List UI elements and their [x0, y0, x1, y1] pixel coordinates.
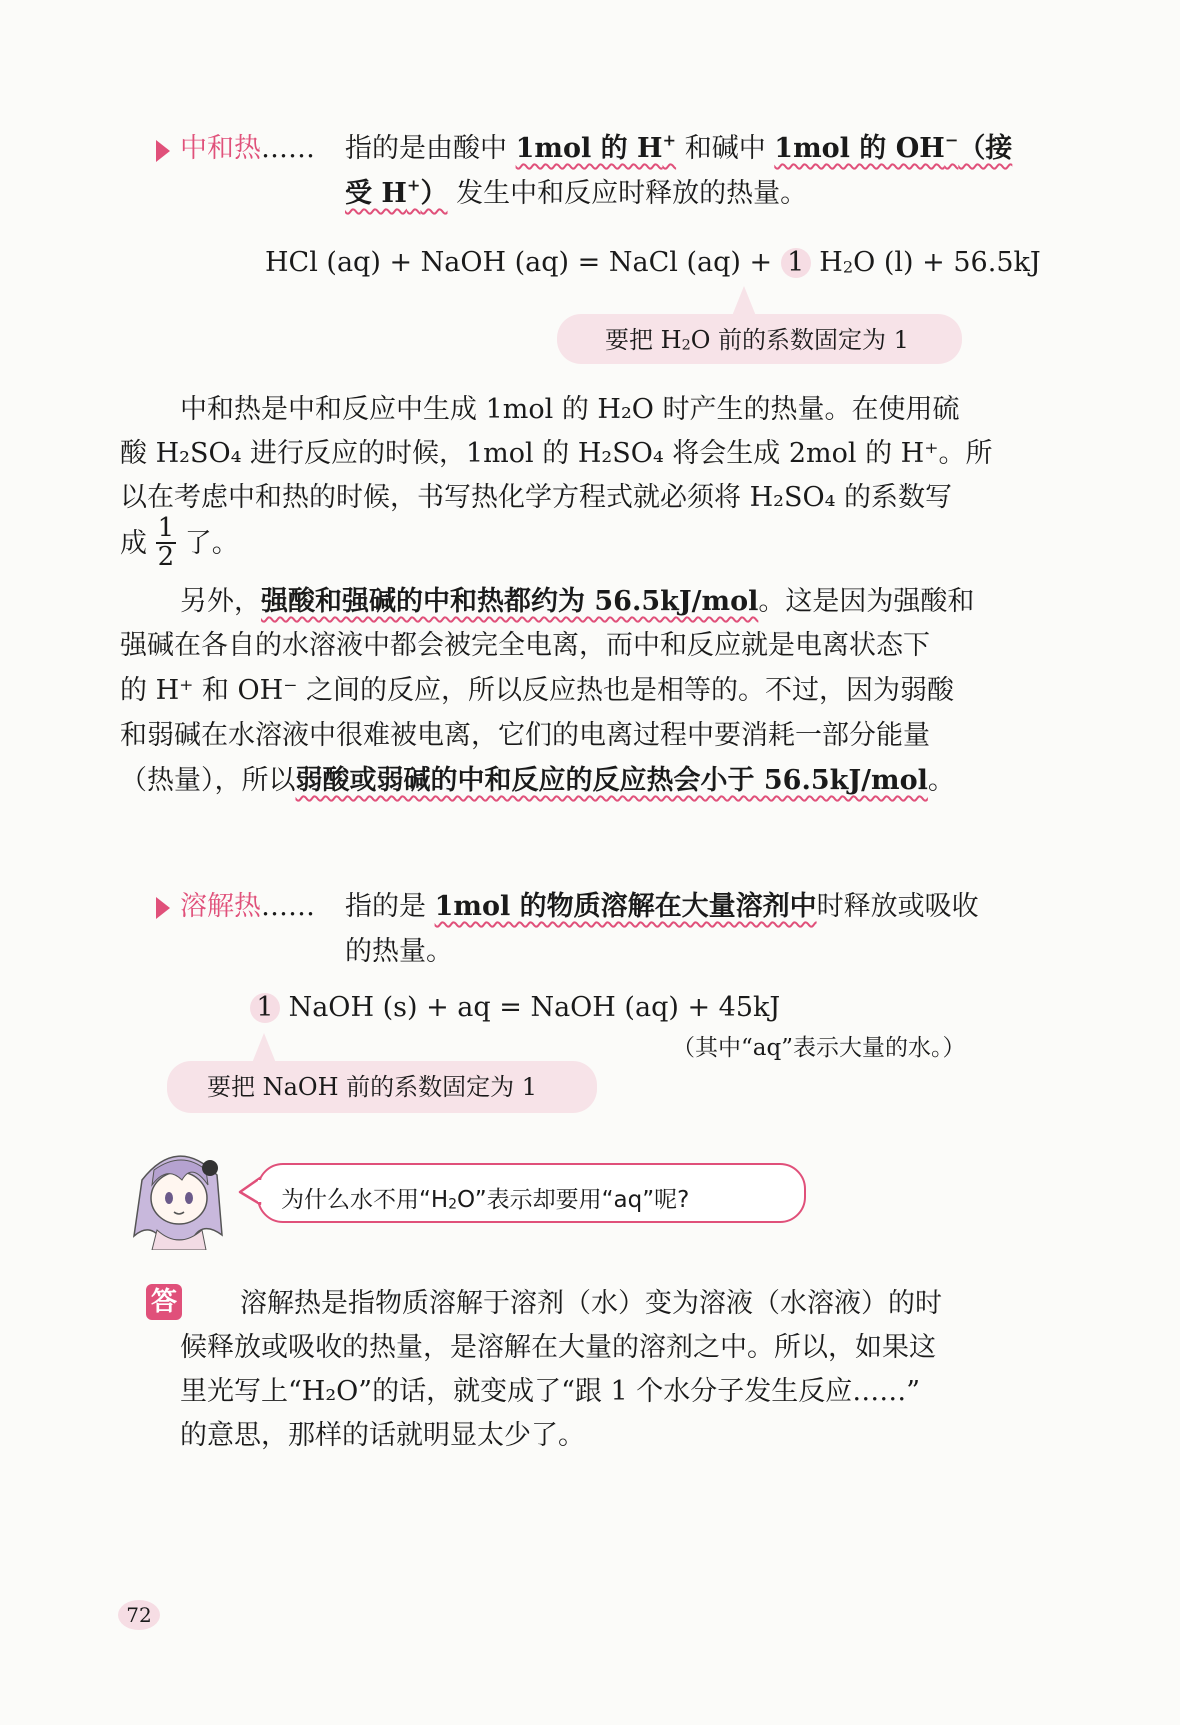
strong-acid-base-emphasis: 强酸和强碱的中和热都约为 56.5kJ/mol: [261, 586, 759, 617]
coefficient-note-2: 要把 NaOH 前的系数固定为 1: [167, 1061, 597, 1113]
triangle-right-icon: [156, 140, 170, 162]
character-illustration: [122, 1140, 232, 1250]
coefficient-note-1: 要把 $H_2O$ 前的系数固定为 1: [557, 314, 962, 364]
section1-def-line1: 指的是由酸中 1mol 的 H+ 和碱中 1mol 的 OH−（接: [345, 130, 1013, 164]
answer-line4: 的意思，那样的话就明显太少了。: [180, 1420, 585, 1451]
para1-line3: 以在考虑中和热的时候，书写热化学方程式就必须将 H₂SO₄ 的系数写: [120, 482, 952, 513]
section2-term: 溶解热: [180, 891, 261, 922]
dissolution-equation: 1 NaOH (s) + aq = NaOH (aq) + 45kJ: [250, 993, 780, 1023]
note-pointer: [244, 1033, 284, 1063]
neutralization-equation: HCl (aq) + NaOH (aq) = NaCl (aq) + 1 $H_2O$ (l) + 56.5kJ: [265, 247, 1041, 278]
para2-line5: （热量），所以弱酸或弱碱的中和反应的反应热会小于 56.5kJ/mol。: [120, 765, 955, 796]
para2-line1: 另外，强酸和强碱的中和热都约为 56.5kJ/mol。这是因为强酸和: [180, 586, 975, 617]
para1-line4: 成 $\frac{1}{2}$ 了。: [120, 513, 239, 573]
para1-line2: 酸 H₂SO₄ 进行反应的时候，1mol 的 H₂SO₄ 将会生成 2mol 的 H⁺。所: [120, 438, 993, 469]
one-half-fraction: $\frac{1}{2}$: [157, 513, 175, 573]
triangle-right-icon: [156, 897, 170, 919]
section1-dots: ……: [261, 133, 315, 164]
bubble-tail: [238, 1176, 262, 1206]
section2-term-line: [180, 893, 315, 920]
answer-line1: 溶解热是指物质溶解于溶剂（水）变为溶液（水溶液）的时: [240, 1288, 942, 1319]
section2-def-line2: 的热量。: [345, 936, 453, 967]
question-text: 为什么水不用“$H_2O$”表示却要用“aq”呢?: [281, 1187, 690, 1213]
h-plus-emphasis: 1mol 的 H+: [515, 130, 677, 164]
answer-badge: 答: [146, 1284, 182, 1320]
answer-line3: 里光写上“H₂O”的话，就变成了“跟 1 个水分子发生反应……”: [180, 1376, 921, 1407]
weak-acid-base-emphasis: 弱酸或弱碱的中和反应的反应热会小于 56.5kJ/mol: [295, 765, 928, 796]
note-pointer: [722, 286, 762, 316]
answer-line2: 候释放或吸收的热量，是溶解在大量的溶剂之中。所以，如果这: [180, 1332, 936, 1363]
section2-dots: ……: [261, 891, 315, 922]
section2-def-line1: 指的是 1mol 的物质溶解在大量溶剂中时释放或吸收: [345, 891, 979, 922]
coefficient-marker: 1: [781, 248, 811, 278]
para2-line2: 强碱在各自的水溶液中都会被完全电离，而中和反应就是电离状态下: [120, 630, 930, 661]
accept-h-emphasis: 受 H+）: [345, 175, 448, 209]
coefficient-marker: 1: [250, 993, 280, 1023]
section1-def-line2: 受 H+） 发生中和反应时释放的热量。: [345, 175, 808, 209]
para2-line3: 的 H⁺ 和 OH⁻ 之间的反应，所以反应热也是相等的。不过，因为弱酸: [120, 675, 955, 706]
question-bubble: [257, 1163, 806, 1223]
para2-line4: 和弱碱在水溶液中很难被电离，它们的电离过程中要消耗一部分能量: [120, 720, 930, 751]
para1-line1: 中和热是中和反应中生成 1mol 的 H₂O 时产生的热量。在使用硫: [180, 394, 960, 425]
section1-term: 中和热: [180, 133, 261, 164]
dissolve-emphasis: 1mol 的物质溶解在大量溶剂中: [434, 891, 817, 922]
oh-minus-emphasis: 1mol 的 OH−: [774, 130, 959, 164]
section1-term-line: [180, 135, 315, 162]
page-number: 72: [118, 1600, 160, 1630]
aq-note: （其中“aq”表示大量的水。）: [672, 1035, 966, 1061]
